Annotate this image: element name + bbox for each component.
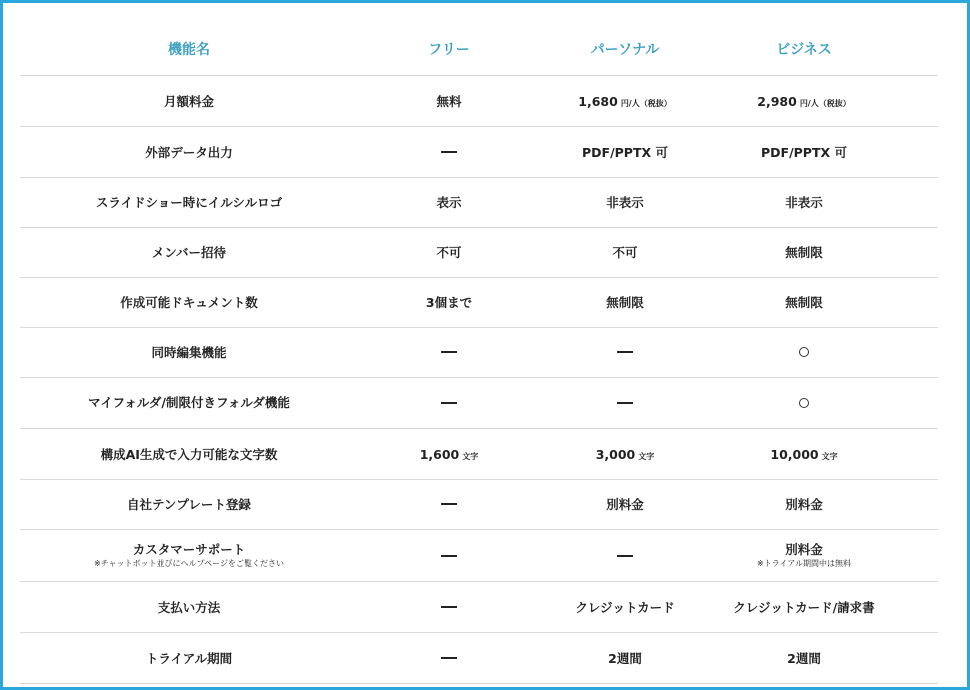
table-row-member-invite (20, 227, 938, 278)
dash-icon (441, 402, 457, 404)
feature-note: ※チャットボット並びにヘルプページをご覧ください (94, 559, 284, 569)
feature-label: メンバー招待 (151, 244, 227, 260)
feature-label: 月額料金 (163, 93, 214, 109)
free-value: 不可 (436, 244, 462, 260)
dash-icon (441, 151, 457, 153)
free-value (358, 479, 540, 529)
personal-value (540, 530, 710, 581)
dash-icon (441, 503, 457, 505)
free-value: 表示 (436, 194, 462, 210)
personal-value (540, 76, 710, 126)
personal-char-unit: 文字 (638, 451, 655, 461)
business-value: 無制限 (785, 294, 823, 310)
feature-cell (20, 530, 358, 581)
dash-icon (617, 555, 633, 557)
personal-value (540, 327, 710, 377)
table-row-ai-char-limit (20, 429, 938, 480)
feature-label: カスタマーサポート (132, 542, 246, 558)
business-price: 2,980 (757, 93, 797, 109)
business-support-label: 別料金 (785, 542, 823, 558)
personal-value: 2週間 (608, 650, 642, 666)
feature-label: 同時編集機能 (151, 344, 227, 360)
business-value: 2週間 (787, 650, 821, 666)
dash-icon (441, 555, 457, 557)
business-value (710, 377, 898, 428)
free-value (358, 377, 540, 428)
dash-icon (441, 351, 457, 353)
free-char-count: 1,600 (419, 446, 460, 462)
feature-label: 支払い方法 (157, 599, 221, 615)
free-value (358, 127, 540, 177)
dash-icon (441, 606, 457, 608)
header-plan-free: フリー (428, 41, 470, 58)
personal-price: 1,680 (578, 93, 618, 109)
dash-icon (441, 657, 457, 659)
feature-label: 外部データ出力 (145, 144, 233, 160)
available-circle-icon (799, 347, 809, 357)
table-row-co-editing (20, 327, 938, 378)
table-row-trial-period (20, 633, 938, 684)
feature-label: 自社テンプレート登録 (127, 496, 251, 512)
free-value (358, 582, 540, 632)
personal-value: PDF/PPTX 可 (582, 144, 668, 160)
free-value (358, 633, 540, 683)
feature-label: 作成可能ドキュメント数 (120, 294, 258, 310)
business-value (710, 429, 898, 479)
header-feature-name: 機能名 (168, 41, 210, 58)
business-value: PDF/PPTX 可 (761, 144, 847, 160)
table-row-customer-support (20, 530, 938, 582)
table-header-row (20, 25, 938, 76)
free-char-unit: 文字 (462, 451, 479, 461)
feature-label: スライドショー時にイルシルロゴ (95, 194, 283, 210)
header-plan-business: ビジネス (776, 41, 832, 58)
free-value (358, 327, 540, 377)
feature-label: マイフォルダ/制限付きフォルダ機能 (88, 395, 290, 410)
business-support-note: ※トライアル期間中は無料 (757, 559, 851, 569)
business-value: 別料金 (785, 496, 823, 512)
dash-icon (617, 351, 633, 353)
free-value: 3個まで (425, 294, 473, 310)
header-plan-personal: パーソナル (590, 41, 660, 58)
personal-char-count: 3,000 (595, 446, 636, 462)
feature-label: トライアル期間 (145, 650, 233, 666)
business-value: 無制限 (785, 244, 823, 260)
business-value: 非表示 (785, 194, 823, 210)
table-row-export (20, 127, 938, 178)
personal-value (540, 377, 710, 428)
table-row-folders (20, 377, 938, 429)
personal-value: 別料金 (606, 496, 644, 512)
free-value (358, 429, 540, 479)
personal-value: 無制限 (606, 294, 644, 310)
business-value (710, 76, 898, 126)
personal-price-unit: 円/人（税抜） (620, 98, 672, 108)
business-value (710, 327, 898, 377)
table-row-custom-template (20, 479, 938, 530)
business-value: クレジットカード/請求書 (733, 599, 875, 615)
table-row-monthly-price (20, 76, 938, 127)
dash-icon (617, 402, 633, 404)
table-row-slideshow-logo (20, 177, 938, 228)
feature-label: 構成AI生成で入力可能な文字数 (100, 446, 278, 462)
business-char-count: 10,000 (770, 446, 819, 462)
table-row-document-count (20, 277, 938, 328)
personal-value: 不可 (612, 244, 638, 260)
business-price-unit: 円/人（税抜） (799, 98, 851, 108)
table-row-payment-method (20, 582, 938, 633)
free-value (358, 530, 540, 581)
free-value: 無料 (436, 93, 462, 109)
available-circle-icon (799, 398, 809, 408)
business-char-unit: 文字 (821, 451, 838, 461)
personal-value: クレジットカード (575, 599, 675, 615)
personal-value (540, 429, 710, 479)
business-value (710, 530, 898, 581)
personal-value: 非表示 (606, 194, 644, 210)
